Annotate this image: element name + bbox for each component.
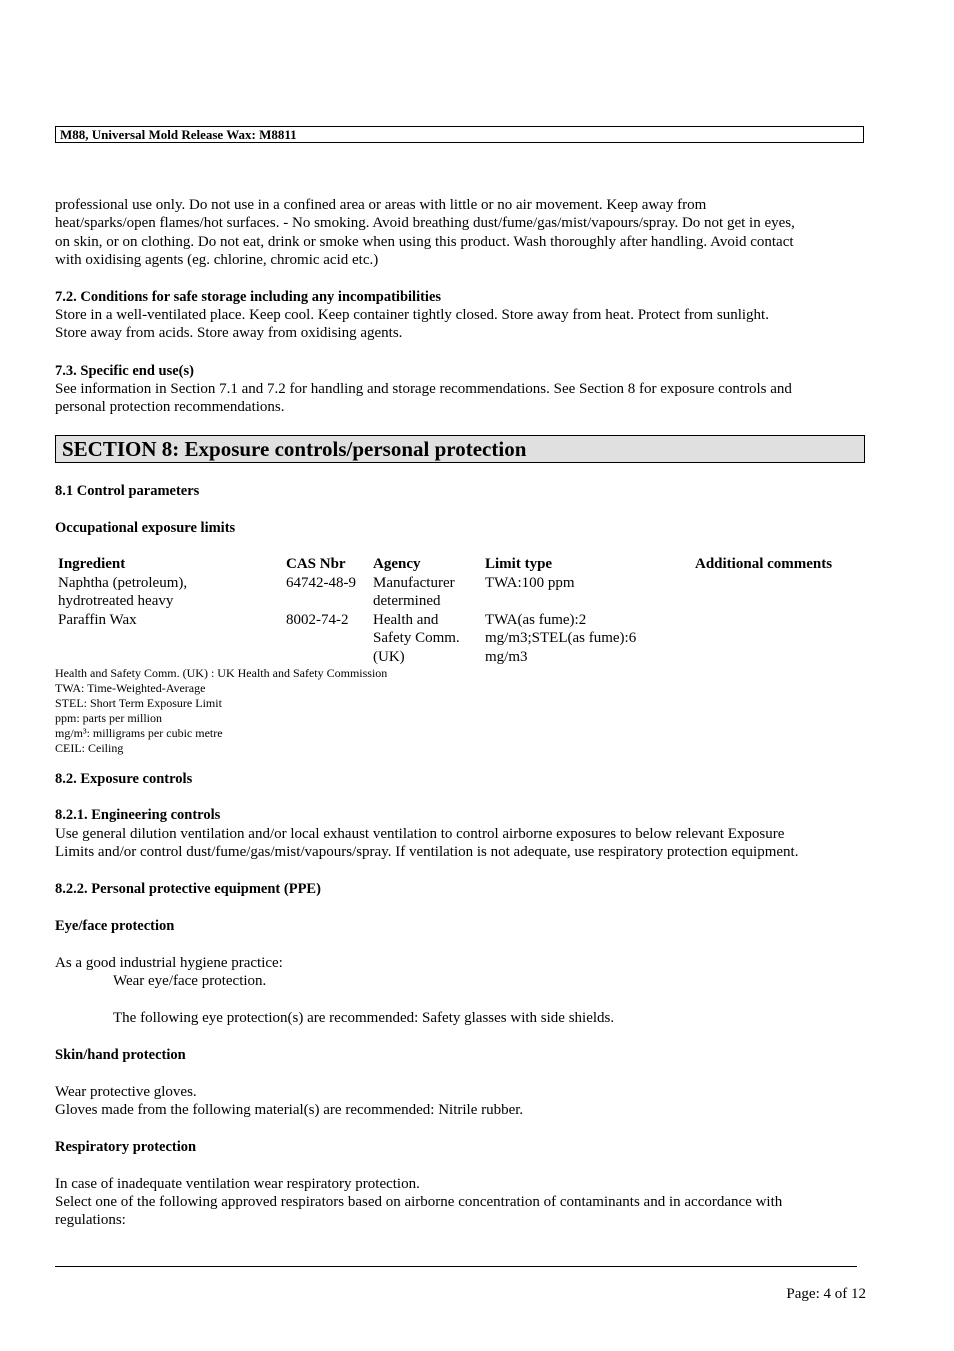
heading-oel: Occupational exposure limits — [55, 520, 236, 536]
heading-7-2: 7.2. Conditions for safe storage including any incompatibilities — [55, 289, 442, 305]
table-cell-ingredient — [58, 574, 187, 611]
text-line: Limits and/or control dust/fume/gas/mist/vapours/spray. If ventilation is not adequate, use respiratory protection equipment. — [55, 844, 799, 861]
heading-8-2-2: 8.2.2. Personal protective equipment (PPE) — [55, 881, 321, 897]
column-header-ingredient: Ingredient — [58, 556, 126, 572]
heading-7-3: 7.3. Specific end use(s) — [55, 363, 194, 379]
legend-line: STEL: Short Term Exposure Limit — [55, 696, 222, 710]
text-line: professional use only. Do not use in a confined area or areas with little or no air movement. Keep away from — [55, 197, 707, 213]
table-cell-limit: TWA:100 ppm — [485, 575, 575, 591]
text-line: on skin, or on clothing. Do not eat, drink or smoke when using this product. Wash thoroughly after handling. Avoid contact — [55, 233, 794, 250]
column-header-comments: Additional comments — [695, 556, 833, 572]
text-line: Store away from acids. Store away from oxidising agents. — [55, 325, 403, 342]
column-header-agency: Agency — [373, 556, 421, 572]
footer-divider — [55, 1266, 857, 1267]
cell-line: Health and — [373, 612, 439, 628]
cell-line: Manufacturer — [373, 575, 455, 591]
table-cell-cas: 64742-48-9 — [286, 575, 356, 591]
table-cell-ingredient: Paraffin Wax — [58, 612, 137, 628]
text-line: Store in a well-ventilated place. Keep cool. Keep container tightly closed. Store away from heat. Protect from sunlight. — [55, 307, 769, 323]
eye-text-2: The following eye protection(s) are recommended: Safety glasses with side shields. — [113, 1010, 615, 1026]
engineering-controls-text — [55, 825, 867, 862]
column-header-limit-type: Limit type — [485, 556, 553, 572]
cell-line: determined — [373, 593, 441, 610]
heading-eye-protection: Eye/face protection — [55, 918, 175, 934]
text-line: heat/sparks/open flames/hot surfaces. - No smoking. Avoid breathing dust/fume/gas/mist/vapours/spray. Do not get in eyes, — [55, 215, 795, 232]
resp-text-3: regulations: — [55, 1212, 126, 1228]
resp-text-1: In case of inadequate ventilation wear respiratory protection. — [55, 1176, 420, 1192]
cell-line: hydrotreated heavy — [58, 593, 174, 610]
cell-line: Safety Comm. — [373, 630, 460, 647]
legend-line: CEIL: Ceiling — [55, 741, 124, 755]
legend-line: Health and Safety Comm. (UK) : UK Health and Safety Commission — [55, 666, 388, 680]
heading-respiratory-protection: Respiratory protection — [55, 1139, 197, 1155]
text-line: Use general dilution ventilation and/or local exhaust ventilation to control airborne exposures to below relevant Exposure — [55, 826, 785, 842]
table-cell-agency — [373, 574, 455, 611]
legend-line: ppm: parts per million — [55, 711, 162, 725]
heading-8-1: 8.1 Control parameters — [55, 483, 200, 499]
storage-text — [55, 306, 867, 343]
end-use-text — [55, 380, 867, 417]
skin-text-1: Wear protective gloves. — [55, 1084, 197, 1100]
text-line: See information in Section 7.1 and 7.2 for handling and storage recommendations. See Section 8 for exposure controls and — [55, 381, 792, 397]
legend-line: mg/m³: milligrams per cubic metre — [55, 726, 223, 740]
cell-line: (UK) — [373, 648, 405, 665]
text-line: with oxidising agents (eg. chlorine, chromic acid etc.) — [55, 252, 379, 269]
heading-skin-protection: Skin/hand protection — [55, 1047, 186, 1063]
cell-line: mg/m3;STEL(as fume):6 — [485, 630, 637, 647]
section7-continued-text — [55, 196, 867, 270]
section-8-title: SECTION 8: Exposure controls/personal protection — [55, 435, 865, 463]
cell-line: mg/m3 — [485, 648, 528, 665]
table-cell-cas: 8002-74-2 — [286, 612, 349, 628]
heading-8-2-1: 8.2.1. Engineering controls — [55, 807, 221, 823]
table-cell-limit — [485, 611, 636, 666]
cell-line: TWA(as fume):2 — [485, 612, 587, 628]
eye-text-1: Wear eye/face protection. — [113, 973, 267, 989]
abbreviations-legend — [55, 666, 387, 756]
document-header: M88, Universal Mold Release Wax: M8811 — [55, 126, 864, 143]
cell-line: Naphtha (petroleum), — [58, 575, 188, 591]
legend-line: TWA: Time-Weighted-Average — [55, 681, 206, 695]
column-header-cas: CAS Nbr — [286, 556, 346, 572]
skin-text-2: Gloves made from the following material(s) are recommended: Nitrile rubber. — [55, 1102, 524, 1118]
page-number: Page: 4 of 12 — [786, 1286, 866, 1302]
heading-8-2: 8.2. Exposure controls — [55, 771, 193, 787]
table-cell-agency — [373, 611, 460, 666]
eye-intro-text: As a good industrial hygiene practice: — [55, 955, 283, 971]
resp-text-2: Select one of the following approved respirators based on airborne concentration of contaminants and in accordance with — [55, 1194, 783, 1210]
text-line: personal protection recommendations. — [55, 399, 285, 416]
